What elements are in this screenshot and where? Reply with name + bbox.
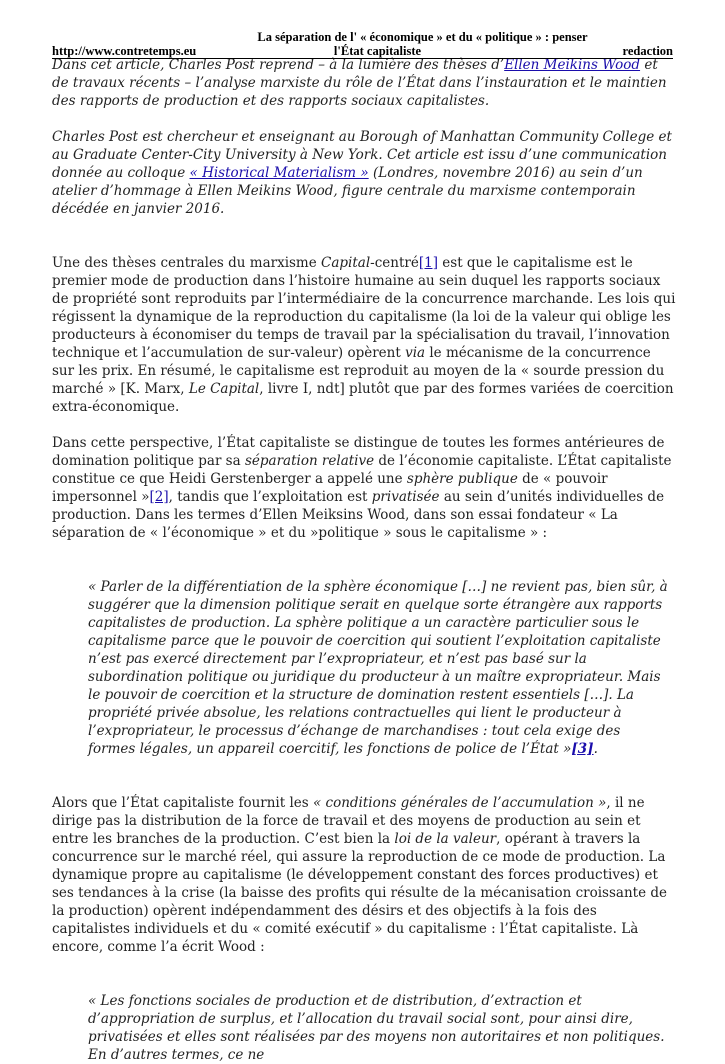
- quote-text: « Parler de la différentiation de la sphère économique […] ne revient pas, bien sûr, à suggérer que la dimension politique serait en quelque sorte étrangère aux rapports capitalistes de production. La sphère politique a un caractère particulier sous le capitalisme parce que le pouvoir de coercition qui soutient l’exploitation capitaliste n’est pas exercé directement par l’expropriateur, et n’est pas basé sur la subordination politique ou juridique du producteur à un maître expropriateur. Mais le pouvoir de coercition et la structure de domination restent essentiels […]. La propriété privée absolue, les relations contractuelles qui lient le producteur à l’expropriateur, le processus d’échange de marchandises : tout cela exige des formes légales, un appareil coercitif, les fonctions de police de l’État »: [88, 579, 668, 757]
- italic-run: via: [405, 345, 426, 361]
- quote-text: « Les fonctions sociales de production et de distribution, d’extraction et d’appropriation de surplus, et l’allocation du travail social sont, pour ainsi dire, privatisées et elles sont réalisées par des moyens non autoritaires et non politiques. En d’autres termes, ce ne: [88, 993, 665, 1063]
- text-run: .: [593, 741, 598, 757]
- text-run: de « pouvoir impersonnel »: [52, 471, 608, 505]
- text-run: Alors que l’État capitaliste fournit les: [52, 795, 313, 811]
- text-run: (Londres, novembre 2016) au sein d’un atelier d’hommage à Ellen Meikins Wood, figure centrale du marxisme contemporain décédée en janvier 2016.: [52, 165, 643, 217]
- header-section: redaction: [622, 44, 673, 58]
- text-run: est que le capitalisme est le premier mode de production dans l’histoire humaine au sein duquel les rapports sociaux de propriété sont reproduits par l’intermédiaire de la concurrence marchande. Les lois qui régissent la dynamique de la reproduction du capitalisme (la loi de la valeur qui oblige les producteurs à économiser du temps de travail par la spécialisation du travail, l’innovation technique et l’accumulation de sur-valeur) opèrent: [52, 255, 676, 361]
- intro-paragraph-1: [52, 56, 677, 110]
- italic-run: Le Capital: [188, 381, 260, 397]
- footnote-link-1[interactable]: [1]: [418, 255, 438, 271]
- text-run: le mécanisme de la concurrence sur les prix. En résumé, le capitalisme est reproduit au moyen de la « sourde pression du marché » [K. Marx,: [52, 345, 665, 397]
- header-url: http://www.contretemps.eu: [52, 44, 197, 58]
- footnote-link-3[interactable]: [3]: [571, 741, 594, 757]
- body-paragraph-2: [52, 434, 677, 542]
- article-body: [52, 56, 677, 1064]
- text-run: Dans cette perspective, l’État capitaliste se distingue de toutes les formes antérieures de domination politique par sa: [52, 435, 665, 469]
- italic-run: sphère publique: [406, 471, 518, 487]
- text-run: et de travaux récents – l’analyse marxiste du rôle de l’État dans l’instauration et le maintien des rapports de production et des rapports sociaux capitalistes.: [52, 57, 667, 109]
- text-run: , tandis que l’exploitation est: [168, 489, 372, 505]
- text-run: , il ne dirige pas la distribution de la force de travail et des moyens de production au sein et entre les branches de la production. C’est bien la: [52, 795, 645, 847]
- blockquote-1: [88, 578, 669, 758]
- text-run: de l’économie capitaliste. L’État capitaliste constitue ce que Heidi Gerstenberger a appelé une: [52, 453, 672, 487]
- body-paragraph-3: [52, 794, 677, 956]
- italic-run: séparation relative: [244, 453, 375, 469]
- italic-run: « conditions générales de l’accumulation »: [312, 795, 607, 811]
- text-run: Une des thèses centrales du marxisme: [52, 255, 322, 271]
- running-header: [52, 30, 673, 59]
- header-title-line1: La séparation de l' « économique » et du « politique » : penser: [257, 30, 588, 44]
- text-run: au sein d’unités individuelles de production. Dans les termes d’Ellen Meiksins Wood, dans son essai fondateur « La séparation de « l’économique » et du »politique » sous le capitalisme » :: [52, 489, 665, 541]
- italic-run: loi de la valeur: [394, 831, 497, 847]
- text-run: , opérant à travers la concurrence sur le marché réel, qui assure la reproduction de ce mode de production. La dynamique propre au capitalisme (le développement constant des forces productives) et ses tendances à la crise (la baisse des profits qui résulte de la mécanisation croissante de la production) opèrent indépendamment des désirs et des objectifs à la fois des capitalistes individuels et du « comité exécutif » du capitalisme : l’État capitaliste. Là encore, comme l’a écrit Wood :: [52, 831, 667, 955]
- italic-run: privatisée: [371, 489, 440, 505]
- blockquote-2: [88, 992, 669, 1064]
- text-run: -centré: [370, 255, 419, 271]
- link-ellen-meikins-wood[interactable]: Ellen Meikins Wood: [504, 57, 641, 73]
- header-title-line2: l'État capitaliste: [333, 44, 422, 58]
- text-run: Dans cet article, Charles Post reprend – à la lumière des thèses d’: [52, 57, 505, 73]
- text-run: Charles Post est chercheur et enseignant au Borough of Manhattan Community College et au Graduate Center-City University à New York. Cet article est issu d’une communication donnée au colloque: [52, 129, 672, 181]
- body-paragraph-1: [52, 254, 677, 416]
- link-historical-materialism[interactable]: « Historical Materialism »: [189, 165, 369, 181]
- text-run: , livre I, ndt] plutôt que par des formes variées de coercition extra-économique.: [52, 381, 674, 415]
- italic-run: Capital: [321, 255, 371, 271]
- footnote-link-2[interactable]: [2]: [149, 489, 169, 505]
- intro-paragraph-2: [52, 128, 677, 218]
